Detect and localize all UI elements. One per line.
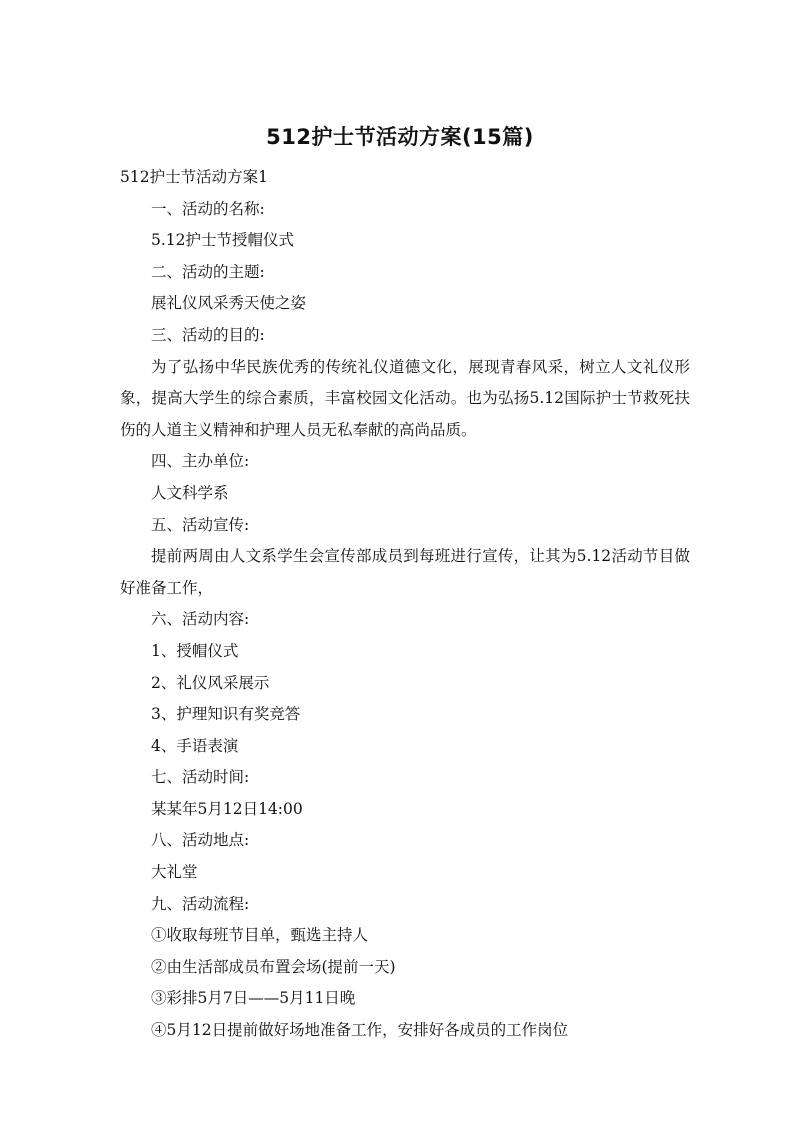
document-title: 512护士节活动方案(15篇) [266, 125, 534, 149]
paragraph: 人文科学系 [151, 483, 229, 502]
list-item: 1、授帽仪式 [151, 641, 239, 660]
list-item: ④5月12日提前做好场地准备工作，安排好各成员的工作岗位 [151, 1021, 569, 1040]
paragraph: 九、活动流程: [151, 894, 250, 913]
paragraph: 一、活动的名称: [151, 199, 265, 218]
section-heading: 512护士节活动方案1 [120, 168, 268, 186]
paragraph: 三、活动的目的: [151, 325, 265, 344]
list-item: 4、手语表演 [151, 736, 239, 755]
paragraph: 提前两周由人文系学生会宣传部成员到每班进行宣传，让其为5.12活动节目做好准备工作， [120, 547, 690, 597]
list-item: ①收取每班节目单，甄选主持人 [151, 926, 369, 945]
paragraph: 八、活动地点: [151, 831, 250, 850]
list-item: 3、护理知识有奖竞答 [151, 705, 301, 724]
document-body [120, 162, 690, 1047]
paragraph: 某某年5月12日14:00 [151, 799, 303, 818]
paragraph: 5.12护士节授帽仪式 [151, 231, 295, 250]
paragraph: 大礼堂 [151, 863, 198, 882]
paragraph: 七、活动时间: [151, 768, 250, 787]
paragraph: 六、活动内容: [151, 610, 250, 629]
list-item: ③彩排5月7日——5月11日晚 [151, 989, 356, 1008]
paragraph: 展礼仪风采秀天使之姿 [151, 294, 307, 313]
paragraph: 五、活动宣传: [151, 515, 250, 534]
paragraph: 为了弘扬中华民族优秀的传统礼仪道德文化，展现青春风采，树立人文礼仪形象，提高大学生的综合素质，丰富校园文化活动。也为弘扬5.12国际护士节救死扶伤的人道主义精神和护理人员无私奉献的高尚品质。 [120, 357, 690, 439]
paragraph: 四、主办单位: [151, 452, 250, 471]
paragraph: 二、活动的主题: [151, 262, 265, 281]
list-item: ②由生活部成员布置会场(提前一天) [151, 957, 396, 976]
list-item: 2、礼仪风采展示 [151, 673, 270, 692]
